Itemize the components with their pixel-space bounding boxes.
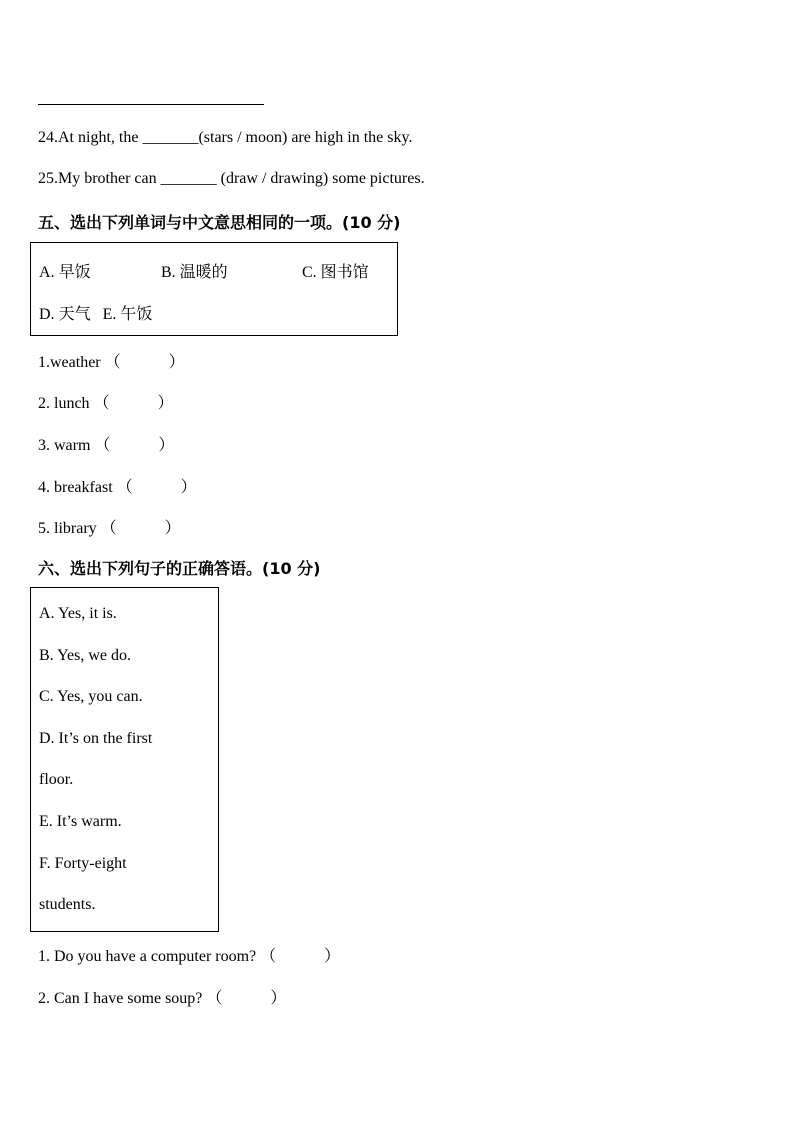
option-e: E. It’s warm.	[39, 813, 122, 830]
s5-item-3: 3. warm （ ）	[38, 437, 175, 454]
section-5-heading: 五、选出下列单词与中文意思相同的一项。(10 分)	[38, 213, 401, 232]
option-f-cont: students.	[39, 896, 96, 913]
s5-item-1: 1.weather （ ）	[38, 354, 185, 371]
section-6-option-box	[30, 587, 219, 932]
s6-item-1: 1. Do you have a computer room? （ ）	[38, 948, 341, 965]
question-25	[38, 170, 425, 188]
s6-item-2: 2. Can I have some soup? （ ）	[38, 990, 287, 1007]
s5-item-4: 4. breakfast （ ）	[38, 479, 197, 496]
question-number: 24.	[38, 129, 58, 146]
question-text: My brother can _______ (draw / drawing) some pictures.	[58, 170, 425, 187]
option-c: C. Yes, you can.	[39, 688, 143, 705]
section-6-heading: 六、选出下列句子的正确答语。(10 分)	[38, 559, 321, 578]
option-a: A. 早饭	[39, 262, 91, 281]
option-a: A. Yes, it is.	[39, 605, 117, 622]
option-d-e: D. 天气 E. 午饭	[39, 304, 153, 323]
option-b: B. 温暖的	[161, 262, 228, 281]
answer-line	[38, 104, 264, 105]
option-d: D. It’s on the first	[39, 730, 153, 747]
question-24	[38, 129, 412, 147]
section-5-option-box	[30, 242, 398, 336]
question-number: 25.	[38, 170, 58, 187]
s5-item-2: 2. lunch （ ）	[38, 395, 174, 412]
question-text: At night, the _______(stars / moon) are high in the sky.	[58, 129, 413, 146]
s5-item-5: 5. library （ ）	[38, 520, 181, 537]
option-c: C. 图书馆	[302, 262, 369, 281]
option-b: B. Yes, we do.	[39, 647, 132, 664]
option-f: F. Forty-eight	[39, 855, 127, 872]
option-d-cont: floor.	[39, 771, 74, 788]
